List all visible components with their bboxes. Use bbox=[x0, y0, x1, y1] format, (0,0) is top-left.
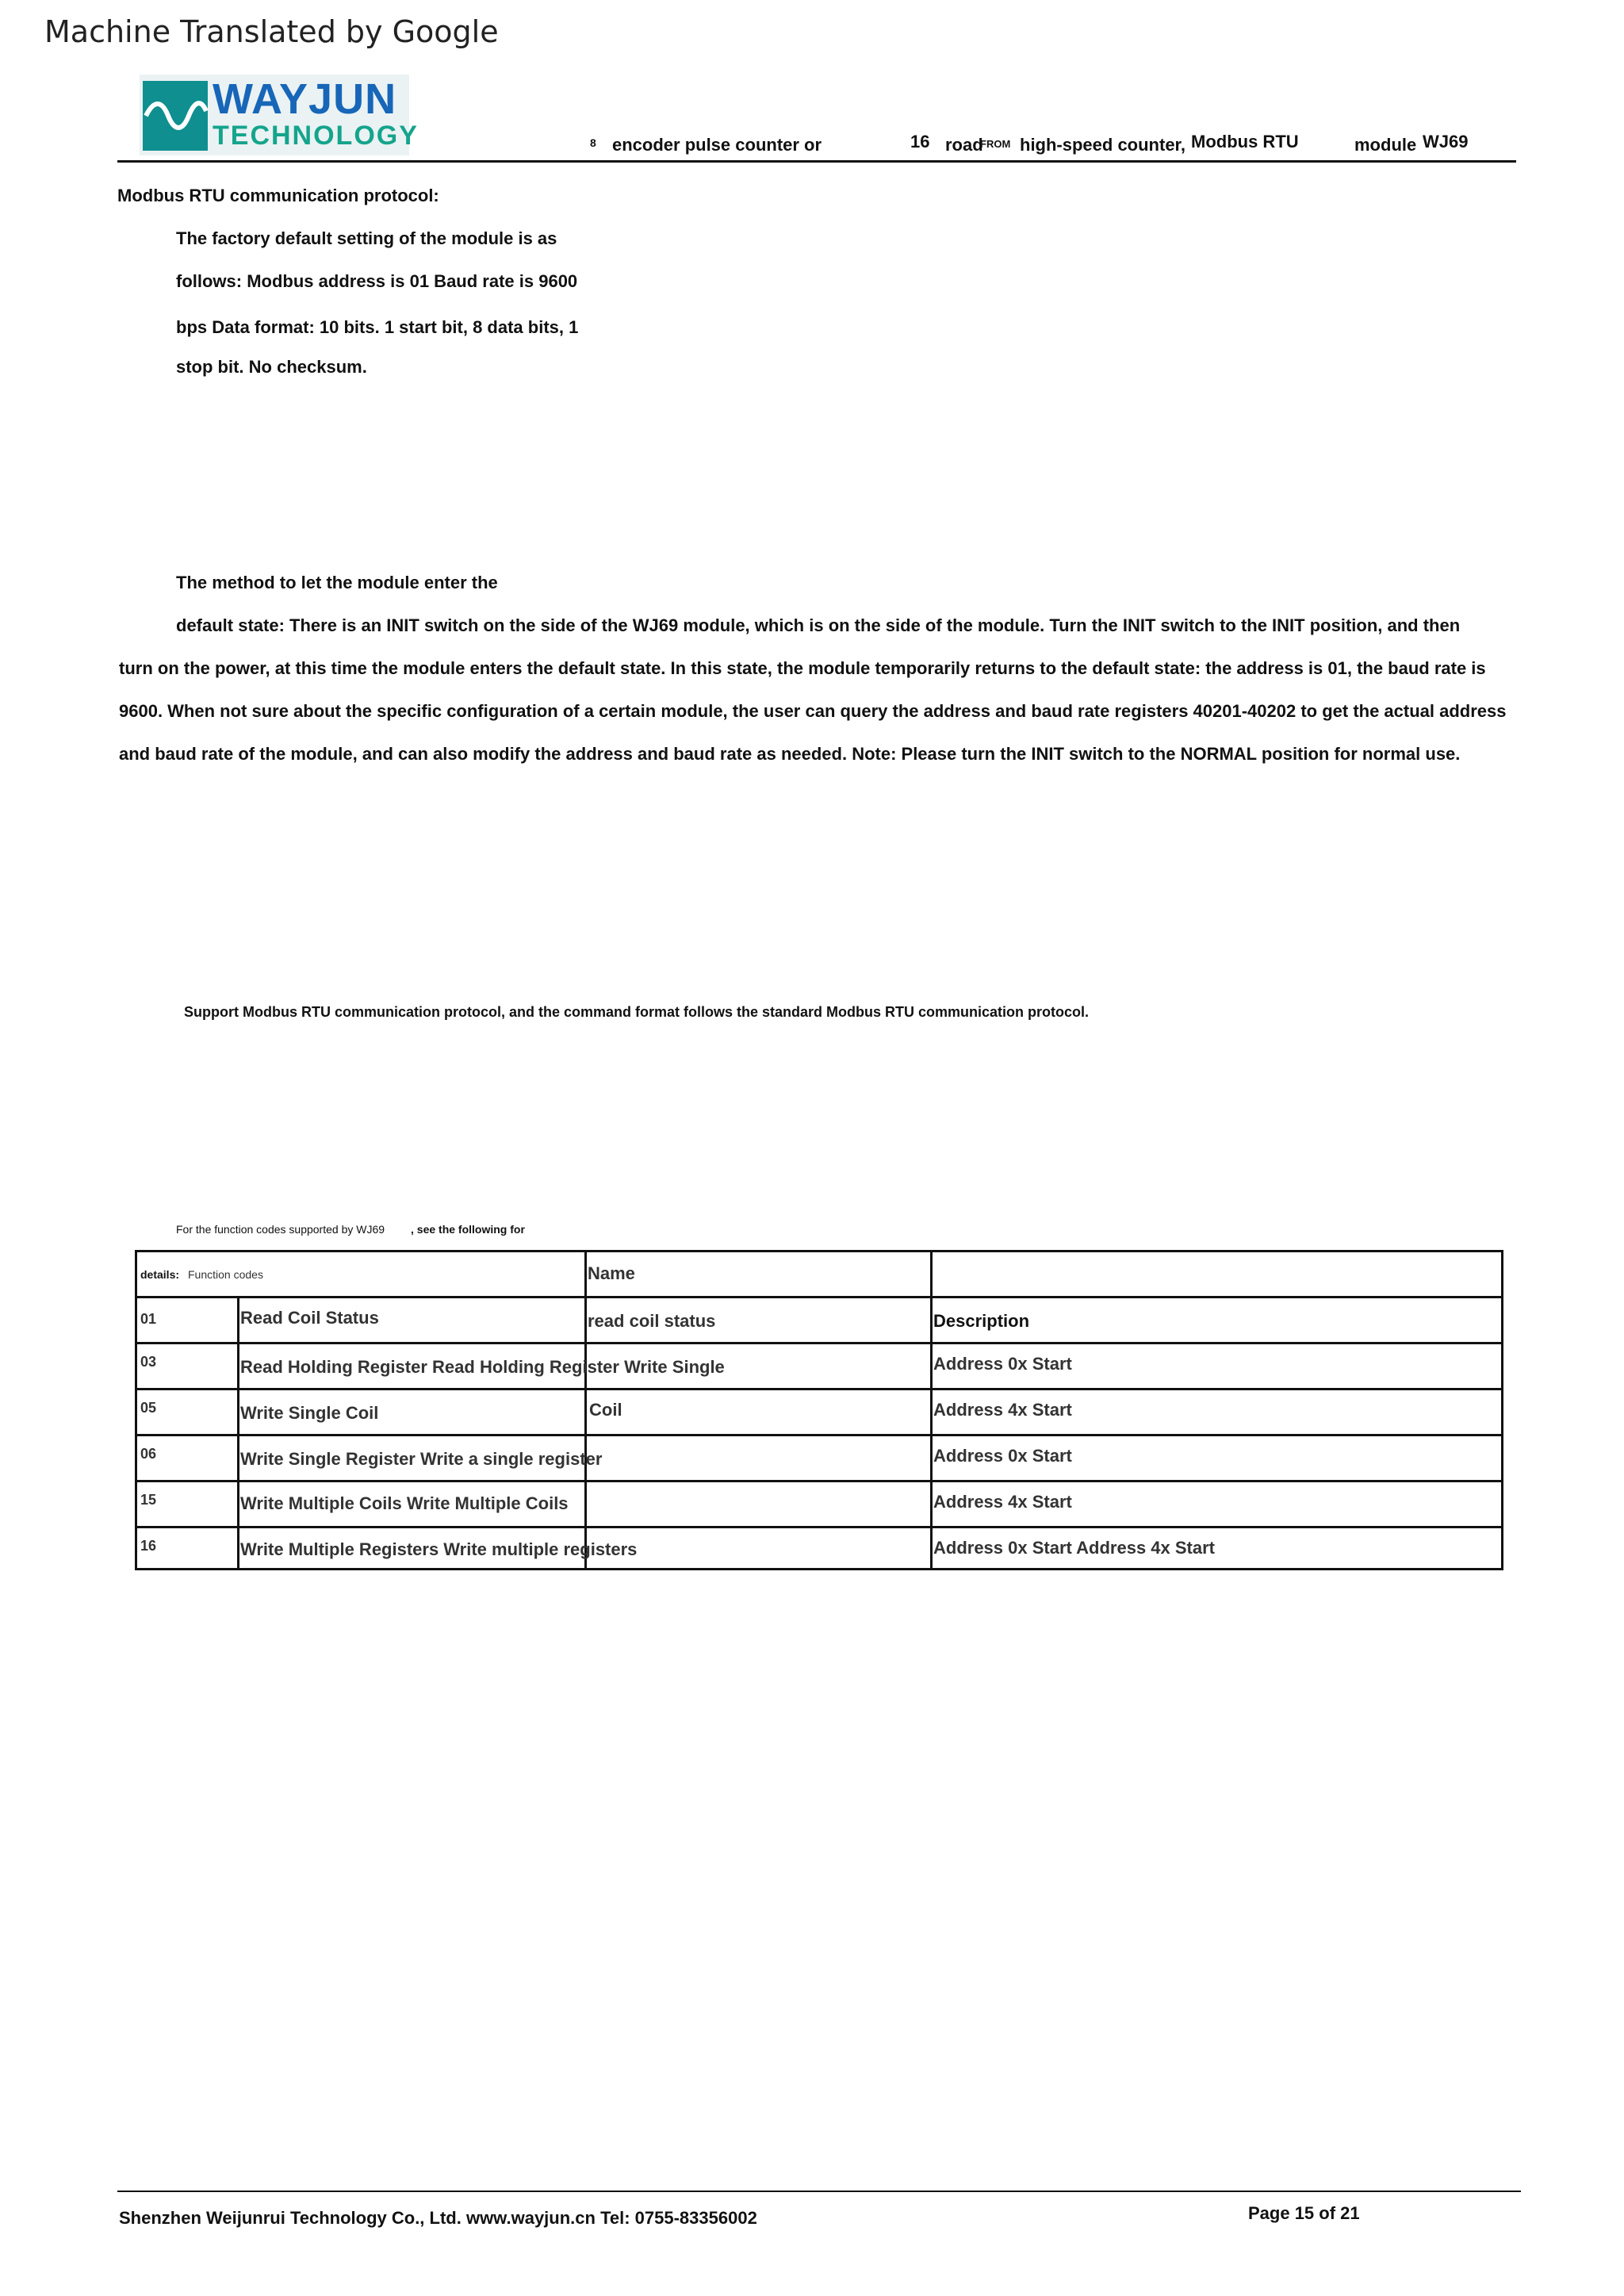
support-text: Support Modbus RTU communication protocol, and the command format follows the standard Modbus RTU communication protocol. bbox=[184, 1004, 1090, 1020]
table-cell-name: Write Multiple Coils Write Multiple Coils bbox=[240, 1493, 569, 1513]
header-modbus: Modbus RTU bbox=[1191, 132, 1299, 151]
section-title: Modbus RTU communication protocol: bbox=[117, 186, 439, 205]
table-cell-name: Read Coil Status bbox=[240, 1308, 379, 1328]
wave-logo-icon bbox=[143, 81, 208, 151]
company-logo bbox=[140, 75, 419, 155]
header-road: road bbox=[945, 135, 983, 155]
table-cell-code: 16 bbox=[140, 1538, 157, 1554]
table-head-function-codes: Function codes bbox=[188, 1268, 263, 1281]
footer-page-number: Page 15 of 21 bbox=[1248, 2203, 1360, 2223]
header-encoder: encoder pulse counter or bbox=[612, 135, 822, 155]
header-highspeed: high-speed counter, bbox=[1020, 135, 1186, 155]
header-module: module bbox=[1354, 135, 1417, 155]
method-line-5: and baud rate of the module, and can also modify the address and baud rate as needed. Note: Please turn the INIT switch to the NORMAL position for normal use. bbox=[119, 744, 1461, 764]
footer-company: Shenzhen Weijunrui Technology Co., Ltd. www.wayjun.cn Tel: 0755-83356002 bbox=[119, 2208, 757, 2228]
column-divider bbox=[584, 1252, 587, 1568]
table-cell-description: Address 4x Start bbox=[933, 1400, 1072, 1420]
table-cell-name: Write Multiple Registers Write multiple registers bbox=[240, 1539, 638, 1559]
function-code-table bbox=[135, 1250, 1503, 1570]
table-head-details: details: bbox=[140, 1268, 180, 1281]
table-cell-code: 06 bbox=[140, 1446, 157, 1462]
table-cell-description: Address 0x Start bbox=[933, 1446, 1072, 1466]
column-divider bbox=[930, 1252, 933, 1568]
defaults-line-3: bps Data format: 10 bits. 1 start bit, 8 data bits, 1 bbox=[176, 317, 579, 337]
table-cell-description: Address 0x Start bbox=[933, 1354, 1072, 1374]
table-cell-code: 15 bbox=[140, 1492, 157, 1508]
table-cell-name: Write Single Register Write a single register bbox=[240, 1449, 603, 1469]
method-line-4: 9600. When not sure about the specific configuration of a certain module, the user can query the address and baud rate registers 40201-40202 to get the actual address bbox=[119, 701, 1507, 721]
table-cell-code: 05 bbox=[140, 1400, 157, 1416]
table-cell-name: Write Single Coil bbox=[240, 1403, 379, 1423]
translation-banner: Machine Translated by Google bbox=[44, 14, 499, 49]
header-model: WJ69 bbox=[1423, 132, 1469, 151]
table-cell-description: Address 4x Start bbox=[933, 1492, 1072, 1512]
footer-rule bbox=[117, 2191, 1521, 2192]
table-head-name: Name bbox=[588, 1263, 635, 1283]
function-intro-b: , see the following for bbox=[411, 1223, 525, 1236]
defaults-line-1: The factory default setting of the module is as bbox=[176, 228, 557, 248]
header-from: FROM bbox=[980, 138, 1011, 150]
table-cell-code: 03 bbox=[140, 1354, 157, 1370]
method-line-3: turn on the power, at this time the module enters the default state. In this state, the module temporarily returns to the default state: the address is 01, the baud rate is bbox=[119, 658, 1486, 678]
logo-name: WAYJUN bbox=[213, 75, 397, 123]
table-cell-name: Read Holding Register Read Holding Register Write Single bbox=[240, 1357, 725, 1377]
defaults-line-4: stop bit. No checksum. bbox=[176, 357, 367, 377]
table-cell-description: Description bbox=[933, 1311, 1030, 1331]
table-cell-code: 01 bbox=[140, 1311, 157, 1327]
table-cell-description: Address 0x Start Address 4x Start bbox=[933, 1538, 1215, 1558]
column-divider bbox=[237, 1298, 239, 1568]
header-num-8: 8 bbox=[590, 136, 596, 149]
table-cell-detail: Coil bbox=[589, 1400, 622, 1420]
method-line-1: The method to let the module enter the bbox=[176, 573, 498, 592]
logo-subtitle: TECHNOLOGY bbox=[213, 121, 419, 151]
header-num-16: 16 bbox=[910, 132, 930, 151]
function-intro-a: For the function codes supported by WJ69 bbox=[176, 1223, 385, 1236]
table-cell-detail: read coil status bbox=[588, 1311, 716, 1331]
defaults-line-2: follows: Modbus address is 01 Baud rate is 9600 bbox=[176, 271, 578, 291]
table-row bbox=[137, 1252, 1501, 1298]
header-rule bbox=[117, 160, 1516, 163]
method-line-2: default state: There is an INIT switch on the side of the WJ69 module, which is on the side of the module. Turn the INIT switch to the INIT position, and then bbox=[176, 615, 1461, 635]
